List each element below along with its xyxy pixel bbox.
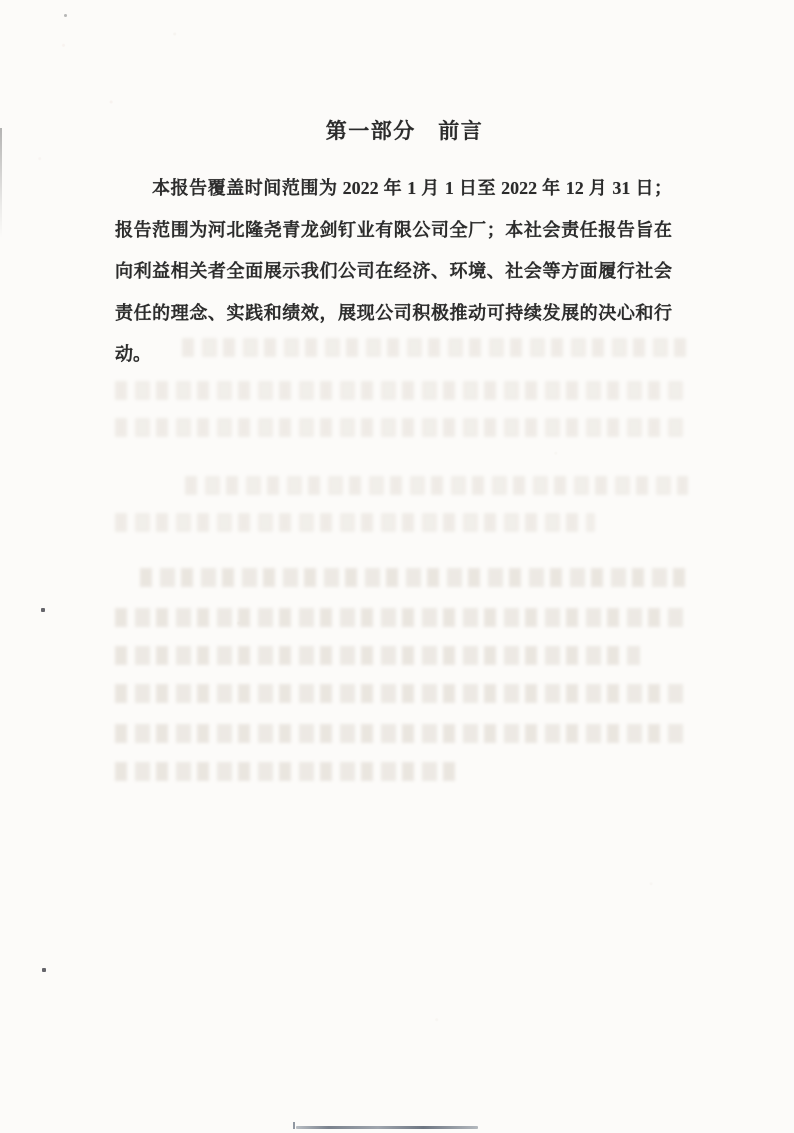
scan-edge-shadow (0, 128, 2, 238)
bleed-through-line (115, 418, 688, 437)
bleed-through-line (115, 513, 595, 532)
paragraph-line: 本报告覆盖时间范围为 2022 年 1 月 1 日至 2022 年 12 月 31 日； (152, 178, 672, 198)
bleed-through-line (115, 646, 640, 665)
bleed-through-line (140, 568, 688, 587)
bleed-through-line (115, 724, 688, 743)
bleed-through-line (115, 684, 688, 703)
scan-artifact-line (296, 1126, 478, 1129)
bleed-through-line (185, 476, 688, 495)
scan-artifact-tick (293, 1122, 295, 1129)
paragraph-line: 责任的理念、实践和绩效，展现公司积极推动可持续发展的决心和行 (115, 302, 672, 323)
scan-speck (64, 14, 67, 17)
bleed-through-line (115, 381, 688, 400)
paragraph-line: 动。 (115, 344, 151, 365)
bleed-through-line (115, 608, 688, 627)
section-title: 第一部分 前言 (325, 119, 484, 143)
ink-dot (41, 608, 45, 612)
ink-dot (42, 968, 46, 972)
paragraph-line: 报告范围为河北隆尧青龙剑钉业有限公司全厂；本社会责任报告旨在 (115, 219, 672, 240)
bleed-through-line (115, 762, 455, 781)
bleed-through-line (182, 338, 688, 357)
paragraph-line: 向利益相关者全面展示我们公司在经济、环境、社会等方面履行社会 (115, 261, 672, 282)
